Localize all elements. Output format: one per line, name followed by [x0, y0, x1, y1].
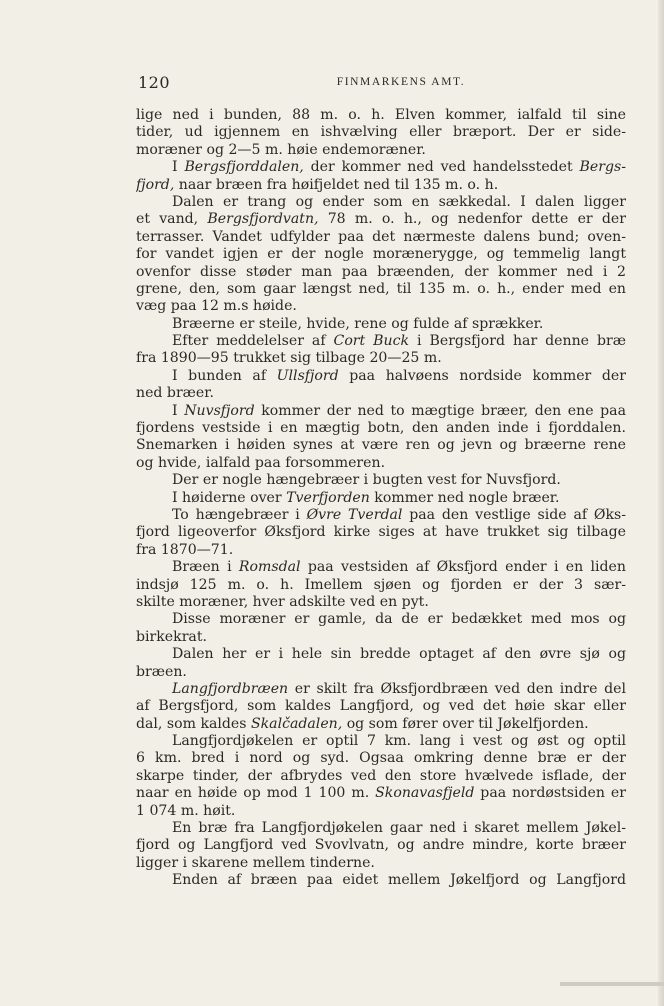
text-run: paa halvøens nordside kommer der [338, 367, 626, 384]
text-run: i Bergsfjord har denne bræ [409, 333, 626, 350]
text-line: ned bræer. [136, 385, 214, 402]
text-line [136, 333, 626, 350]
italic-name: Bergs- [579, 159, 626, 176]
text-line: grene, den, som gaar længst ned, til 135 m. o. h., ender med en [136, 280, 626, 297]
text-line [136, 211, 626, 228]
text-run: paa nordøstsiden er [474, 785, 626, 802]
text-run: et vand, [136, 211, 208, 228]
text-run: To hængebræer i [172, 506, 307, 523]
text-line [136, 368, 626, 385]
page-header [138, 73, 624, 93]
italic-name: Skonavasfjeld [375, 785, 475, 802]
italic-name: Bergsfjorddalen, [184, 159, 304, 176]
text-line: moræner og 2—5 m. høie endemoræner. [136, 141, 426, 158]
italic-name: Bergsfjordvatn, [207, 211, 319, 228]
text-run: er skilt fra Øksfjordbræen ved den indre del [288, 680, 626, 697]
text-run: I [172, 159, 185, 176]
text-line [136, 507, 626, 524]
text-line: ligger i skarene mellem tinderne. [136, 854, 375, 871]
text-run: Bræen i [172, 559, 239, 576]
running-title: FINMARKENS AMT. [336, 76, 466, 88]
text-line: af Bergsfjord, som kaldes Langfjord, og ved det høie skar eller [136, 698, 626, 715]
text-line [136, 490, 626, 507]
text-line: og hvide, ialfald paa forsommeren. [136, 454, 386, 471]
page-number: 120 [138, 73, 171, 92]
text-run: naar bræen fra høifjeldet ned til 135 m. o. h. [174, 176, 499, 193]
italic-name: fjord, [136, 176, 175, 193]
text-run: der kommer ned ved handelsstedet [303, 159, 580, 176]
italic-name: Ullsfjord [276, 367, 339, 384]
text-run: kommer der ned to mægtige bræer, den ene paa [254, 402, 626, 419]
text-line: fra 1890—95 trukket sig tilbage 20—25 m. [136, 350, 442, 367]
text-run: og som fører over til Jøkelfjorden. [342, 715, 589, 732]
text-run: 78 m. o. h., og nedenfor dette er der [318, 211, 626, 228]
text-line: skilte moræner, hver adskilte ved en pyt. [136, 593, 429, 610]
text-line [136, 681, 626, 698]
text-run: paa den vestlige side af Øks- [402, 506, 626, 523]
text-line: Dalen her er i hele sin bredde optaget af den øvre sjø og [172, 646, 626, 663]
italic-name: Nuvsfjord [184, 402, 255, 419]
italic-name: Tverfjorden [286, 489, 370, 506]
text-line: ovenfor disse støder man paa bræenden, der kommer ned i 2 [136, 263, 626, 280]
text-line: væg paa 12 m.s høide. [136, 298, 297, 315]
italic-name: Langfjordbræen [172, 680, 289, 697]
text-line [136, 716, 626, 733]
text-run: dal, som kaldes [136, 715, 251, 732]
text-run: paa vestsiden af Øksfjord ender i en liden [300, 559, 626, 576]
text-run: kommer ned nogle bræer. [369, 489, 560, 506]
italic-name: Skalčadalen, [250, 715, 343, 732]
text-line: skarpe tinder, der afbrydes ved den store hvælvede isflade, der [136, 767, 626, 784]
text-line: tider, ud igjennem en ishvælving eller bræport. Der er side- [136, 124, 626, 141]
italic-name: Romsdal [238, 559, 301, 576]
text-line: En bræ fra Langfjordjøkelen gaar ned i skaret mellem Jøkel- [172, 820, 626, 837]
text-line: fjordens vestside i en mægtig botn, den anden inde i fjorddalen. [136, 420, 626, 437]
text-run: naar en høide op mod 1 100 m. [136, 785, 376, 802]
page-edge-bottom [560, 982, 664, 986]
text-line: 6 km. bred i nord og syd. Ogsaa omkring denne bræ er der [136, 750, 626, 767]
text-line: for vandet igjen er der nogle morænerygge, og temmelig langt [136, 246, 626, 263]
text-line: Enden af bræen paa eidet mellem Jøkelfjord og Langfjord [172, 872, 626, 889]
text-line: fjord ligeoverfor Øksfjord kirke siges at have trukket sig tilbage [136, 524, 626, 541]
page-edge [658, 0, 664, 1006]
text-line: terrasser. Vandet udfylder paa det nærmeste dalens bund; oven- [136, 228, 626, 245]
italic-name: Øvre Tverdal [306, 506, 403, 523]
text-line: Disse moræner er gamle, da de er bedækket med mos og [172, 611, 626, 628]
text-line: lige ned i bunden, 88 m. o. h. Elven kommer, ialfald til sine [136, 107, 626, 123]
text-run: I bunden af [172, 367, 277, 384]
text-line: Snemarken i høiden synes at være ren og jevn og bræerne rene [136, 437, 626, 454]
text-line [136, 785, 626, 802]
italic-name: Cort Buck [333, 333, 410, 350]
text-line: fra 1870—71. [136, 541, 234, 558]
body-text [136, 107, 626, 890]
text-run: Efter meddelelser af [172, 333, 334, 350]
text-line: fjord og Langfjord ved Svovlvatn, og andre mindre, korte bræer [136, 837, 626, 854]
text-line [136, 559, 626, 576]
text-line: Dalen er trang og ender som en sækkedal. I dalen ligger [172, 193, 626, 210]
text-line: Der er nogle hængebræer i bugten vest for Nuvsfjord. [172, 472, 561, 489]
text-line [136, 177, 626, 194]
text-line: bræen. [136, 663, 187, 680]
text-line: indsjø 125 m. o. h. Imellem sjøen og fjorden er der 3 sær- [136, 576, 626, 593]
text-line [136, 403, 626, 420]
text-run: I høiderne over [172, 489, 287, 506]
text-line [136, 159, 626, 176]
text-line: Bræerne er steile, hvide, rene og fulde af sprækker. [172, 315, 544, 332]
text-run: I [172, 402, 185, 419]
text-line: 1 074 m. høit. [136, 802, 236, 819]
text-line: birkekrat. [136, 628, 207, 645]
text-line: Langfjordjøkelen er optil 7 km. lang i vest og øst og optil [172, 733, 626, 750]
